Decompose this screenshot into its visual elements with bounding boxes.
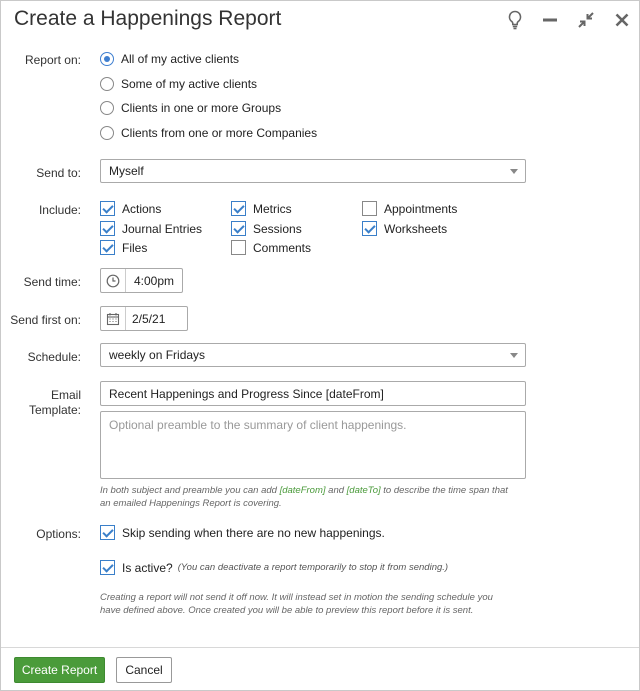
checkbox[interactable] <box>362 201 377 216</box>
checkbox[interactable] <box>100 201 115 216</box>
checkbox[interactable] <box>362 221 377 236</box>
lightbulb-icon[interactable] <box>504 9 526 31</box>
radio-button[interactable] <box>100 101 114 115</box>
chevron-down-icon <box>510 169 518 174</box>
radio-some-active-clients[interactable] <box>100 75 257 93</box>
send-first-on-label: Send first on: <box>10 313 81 327</box>
calendar-icon[interactable] <box>101 307 126 330</box>
include-comments[interactable] <box>231 239 311 256</box>
footer-divider <box>1 647 639 648</box>
radio-button[interactable] <box>100 126 114 140</box>
date-to-token: [dateTo] <box>346 485 381 496</box>
help-text-3: to describe the time span that an emailed Happenings Report is covering. <box>100 485 508 509</box>
email-template-label-line2: Template: <box>28 403 81 417</box>
help-text-2: and <box>325 485 347 496</box>
checkbox[interactable] <box>100 221 115 236</box>
email-subject-input[interactable] <box>100 381 526 406</box>
checkbox-label: Worksheets <box>384 221 448 236</box>
collapse-icon[interactable] <box>575 9 597 31</box>
radio-button[interactable] <box>100 77 114 91</box>
schedule-select[interactable] <box>100 343 526 367</box>
checkbox-label: Metrics <box>253 201 292 216</box>
send-time-input[interactable] <box>100 268 183 293</box>
radio-clients-in-groups[interactable] <box>100 99 281 117</box>
include-journal-entries[interactable] <box>100 220 202 237</box>
include-actions[interactable] <box>100 200 161 217</box>
is-active-option[interactable] <box>100 559 448 576</box>
footer-note: Creating a report will not send it off now. It will instead set in motion the sending schedule you have defined above. Once created you will be able to preview this report before it is sent. <box>100 592 493 616</box>
options-label: Options: <box>36 527 81 541</box>
include-worksheets[interactable] <box>362 220 447 237</box>
schedule-value: weekly on Fridays <box>109 348 206 362</box>
send-to-select[interactable] <box>100 159 526 183</box>
send-first-on-value: 2/5/21 <box>132 311 166 326</box>
checkbox[interactable] <box>100 240 115 255</box>
checkbox[interactable] <box>231 201 246 216</box>
checkbox-label: Journal Entries <box>122 221 203 236</box>
cancel-button[interactable]: Cancel <box>116 657 172 683</box>
help-text-1: In both subject and preamble you can add <box>100 485 280 496</box>
is-active-note: (You can deactivate a report temporarily to stop it from sending.) <box>177 562 449 573</box>
checkbox-label: Files <box>122 240 148 255</box>
chevron-down-icon <box>510 353 518 358</box>
radio-all-active-clients[interactable] <box>100 50 239 68</box>
schedule-label: Schedule: <box>27 350 81 364</box>
checkbox-label: Appointments <box>384 201 458 216</box>
clock-icon[interactable] <box>101 269 126 292</box>
skip-sending-option[interactable] <box>100 524 385 541</box>
include-metrics[interactable] <box>231 200 292 217</box>
radio-label: Clients from one or more Companies <box>121 126 318 140</box>
email-template-help <box>100 484 520 510</box>
checkbox-label: Comments <box>253 240 312 255</box>
is-active-label: Is active? <box>122 560 173 575</box>
radio-label: All of my active clients <box>121 52 240 66</box>
checkbox-label: Actions <box>122 201 162 216</box>
include-appointments[interactable] <box>362 200 457 217</box>
date-from-token: [dateFrom] <box>279 485 326 496</box>
create-report-button[interactable]: Create Report <box>14 657 105 683</box>
minimize-icon[interactable] <box>539 9 561 31</box>
send-time-label: Send time: <box>23 275 81 289</box>
include-files[interactable] <box>100 239 147 256</box>
checkbox-label: Sessions <box>253 221 302 236</box>
radio-label: Clients in one or more Groups <box>121 101 282 115</box>
checkbox[interactable] <box>100 525 115 540</box>
radio-button[interactable] <box>100 52 114 66</box>
radio-clients-from-companies[interactable] <box>100 124 317 142</box>
send-to-value: Myself <box>109 164 144 178</box>
radio-label: Some of my active clients <box>121 77 258 91</box>
email-template-label-line1: Email <box>50 388 81 402</box>
send-to-label: Send to: <box>36 166 81 180</box>
close-icon[interactable] <box>611 9 633 31</box>
email-preamble-textarea[interactable] <box>100 411 526 479</box>
checkbox[interactable] <box>100 560 115 575</box>
send-time-value: 4:00pm <box>133 273 175 288</box>
checkbox[interactable] <box>231 240 246 255</box>
include-label: Include: <box>38 203 81 217</box>
report-on-label: Report on: <box>24 53 81 67</box>
skip-sending-label: Skip sending when there are no new happenings. <box>122 525 385 540</box>
send-first-on-input[interactable] <box>100 306 188 331</box>
checkbox[interactable] <box>231 221 246 236</box>
dialog-title: Create a Happenings Report <box>14 7 282 30</box>
include-sessions[interactable] <box>231 220 302 237</box>
